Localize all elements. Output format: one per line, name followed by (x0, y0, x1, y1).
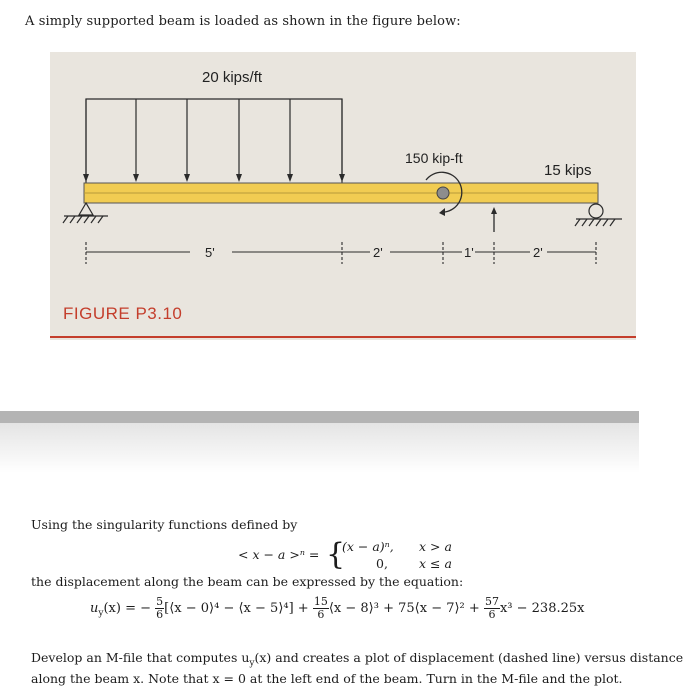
roller-support-right (575, 204, 622, 226)
intro-text: A simply supported beam is loaded as shown in the figure below: (25, 14, 461, 29)
brace: { (326, 537, 346, 572)
dimension-label-4: 2' (533, 245, 543, 260)
case1-expr: (x − a)ⁿ, (342, 539, 394, 554)
page-divider-band (0, 411, 639, 423)
eq-term-2: ⟨x − 8⟩³ + 75⟨x − 7⟩² + (328, 601, 480, 616)
displacement-intro: the displacement along the beam can be expressed by the equation: (31, 574, 464, 589)
task-line-1-sub: y (249, 658, 255, 669)
eq-frac-3-num: 57 (484, 595, 499, 608)
displacement-equation (90, 594, 584, 629)
beam-figure (50, 52, 636, 340)
point-load-label: 15 kips (544, 162, 592, 179)
page-divider-shade (0, 423, 639, 473)
pin-support-left (63, 203, 108, 223)
eq-frac-1-den: 6 (156, 608, 164, 621)
eq-frac-2 (313, 596, 329, 621)
dimension-line (86, 242, 596, 264)
eq-lhs-arg: (x) = − (103, 601, 151, 616)
distributed-load-label: 20 kips/ft (202, 69, 263, 86)
task-line-1 (31, 650, 683, 669)
eq-frac-1 (155, 596, 164, 621)
eq-frac-3-den: 6 (488, 608, 496, 621)
case2-expr: 0, (376, 556, 388, 571)
task-line-1-end: (x) and creates a plot of displacement (dashed line) versus distance (254, 650, 683, 665)
point-load-arrow (491, 207, 497, 232)
task-line-2: along the beam x. Note that x = 0 at the left end of the beam. Turn in the M-file and the plot. (31, 671, 623, 686)
eq-frac-2-den: 6 (317, 608, 325, 621)
dimension-label-1: 5' (205, 245, 215, 260)
distributed-load (86, 99, 342, 186)
load-arrowheads (83, 174, 345, 182)
case1-cond: x > a (419, 539, 452, 554)
eq-term-1: [⟨x − 0⟩⁴ − ⟨x − 5⟩⁴] + (164, 601, 309, 616)
eq-frac-3 (484, 596, 500, 621)
task-line-1-start: Develop an M-file that computes u (31, 650, 250, 665)
case2-cond: x ≤ a (419, 556, 452, 571)
eq-lhs-sub: y (98, 608, 104, 619)
singularity-intro: Using the singularity functions defined by (31, 517, 298, 532)
eq-lhs: u (90, 601, 99, 616)
eq-frac-1-num: 5 (156, 595, 164, 608)
beam-diagram-svg (50, 52, 636, 340)
eq-term-3: x³ − 238.25x (499, 601, 585, 616)
dimension-label-2: 2' (373, 245, 383, 260)
eq-frac-2-num: 15 (313, 595, 328, 608)
figure-caption: FIGURE P3.10 (63, 304, 183, 323)
singularity-lhs: < x − a >ⁿ = (238, 547, 320, 562)
caption-rule (50, 336, 636, 338)
dimension-label-3: 1' (464, 245, 474, 260)
moment-label: 150 kip-ft (405, 150, 463, 166)
